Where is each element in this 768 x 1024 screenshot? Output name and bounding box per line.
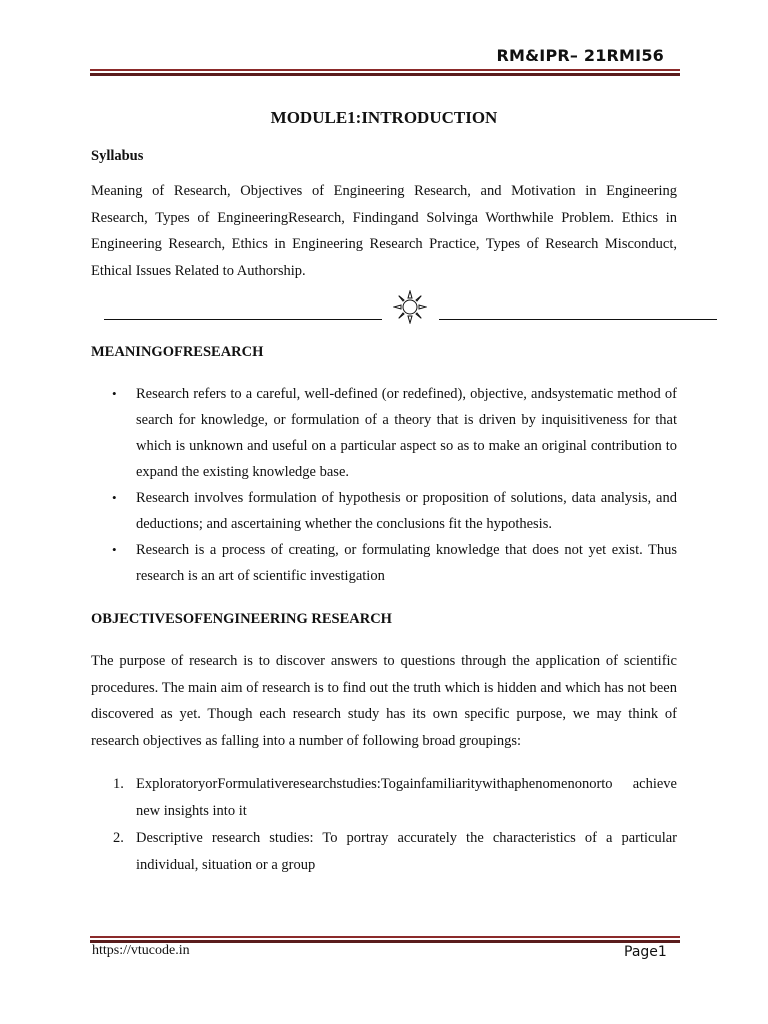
header-rule [90,69,680,71]
list-item [91,771,677,825]
bullet-icon: • [112,542,117,557]
list-item [91,537,677,589]
list-item-text: ExploratoryorFormulativeresearchstudies:Togainfamiliaritywithaphenomenonorto achieve new insights into it [136,776,677,819]
list-number: 2. [113,830,124,846]
page-title: MODULE1:INTRODUCTION [270,108,498,127]
sun-ornament-icon [393,290,427,324]
bullet-icon: • [112,490,117,505]
divider-right-line [439,319,717,320]
objectives-text: The purpose of research is to discover answers to questions through the application of scientific procedures. The main aim of research is to find out the truth which is hidden and which has not been discovered as yet. Though each research study has its own specific purpose, we may think of research objectives as falling into a number of following broad groupings: [91,653,677,749]
footer-rule [90,936,680,938]
list-item-text: Research is a process of creating, or formulating knowledge that does not yet exist. Thus research is an art of scientific investigation [136,542,677,584]
syllabus-text: Meaning of Research, Objectives of Engineering Research, and Motivation in Engineering Research, Types of EngineeringResearch, Findingand Solvinga Worthwhile Problem. Ethics in Engineering Research, Ethics in Engineering Research Practice, Types of Research Misconduct, Ethical Issues Related to Authorship. [91,183,677,279]
list-item [91,825,677,879]
list-item-text: Research involves formulation of hypothesis or proposition of solutions, data analysis, and deductions; and ascertaining whether the conclusions fit the hypothesis. [136,490,677,532]
meaning-heading: MEANINGOFRESEARCH [91,344,264,360]
list-item [91,381,677,485]
divider-left-line [104,319,382,320]
footer-url: https://vtucode.in [92,943,190,958]
list-number: 1. [113,776,124,792]
bullet-icon: • [112,386,117,401]
list-item-text: Research refers to a careful, well-defined (or redefined), objective, andsystematic method of search for knowledge, or formulation of a theory that is driven by inquisitiveness for that which is unknown and useful on a particular aspect so as to make an original contribution to expand the existing knowledge base. [136,386,677,480]
header-rule-thick [90,73,680,76]
header-code: RM&IPR– 21RMI56 [496,46,664,65]
meaning-bullet-list [91,381,677,589]
syllabus-label: Syllabus [91,148,144,164]
objectives-numbered-list [91,771,677,879]
objectives-heading: OBJECTIVESOFENGINEERING RESEARCH [91,611,392,627]
page-number: Page1 [624,944,667,960]
list-item [91,485,677,537]
list-item-text: Descriptive research studies: To portray accurately the characteristics of a particular individual, situation or a group [136,830,677,873]
